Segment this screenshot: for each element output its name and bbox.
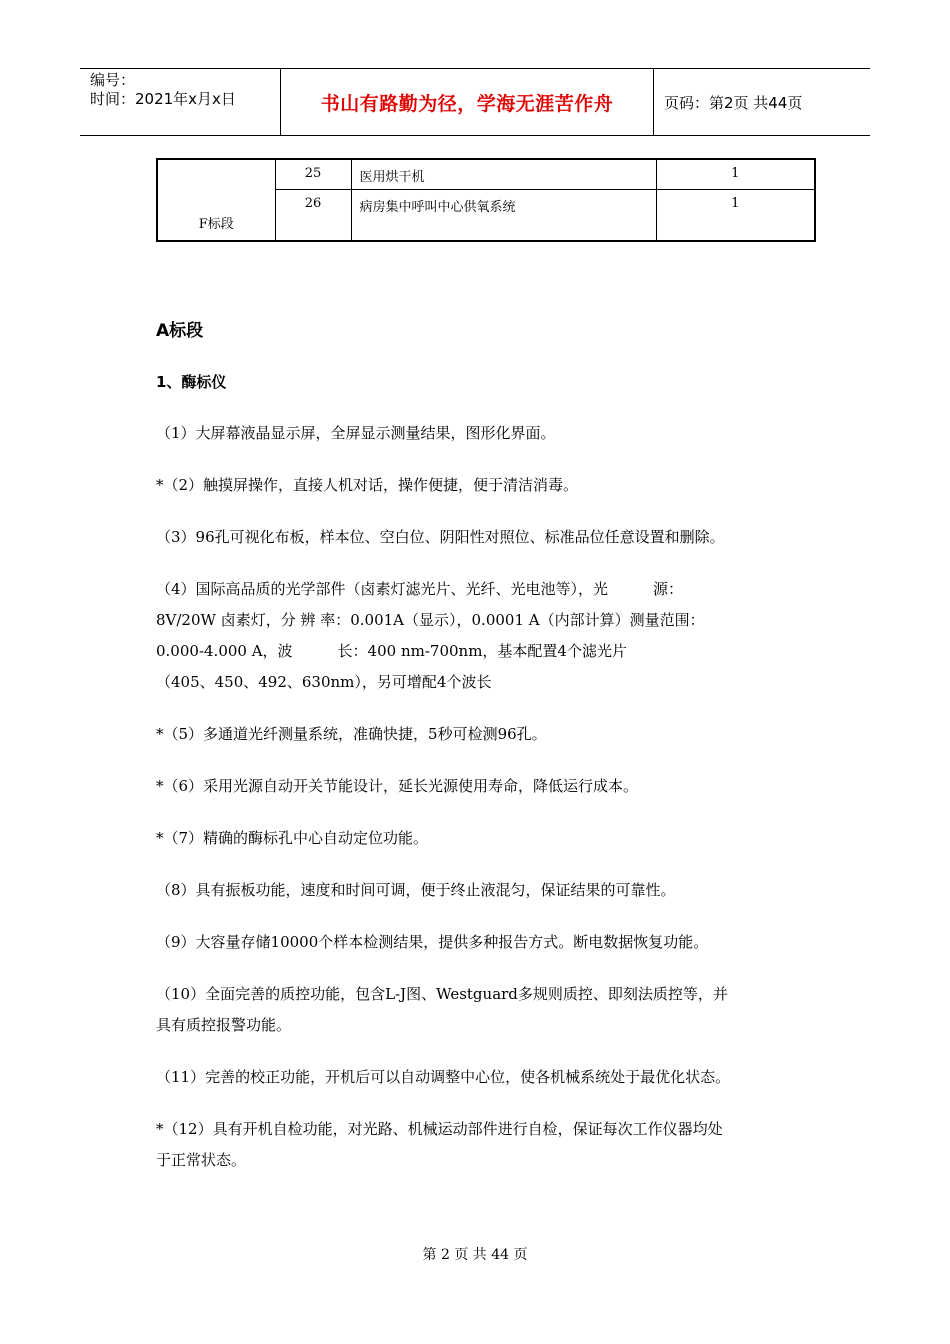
paragraph-line: *（12）具有开机自检功能，对光路、机械运动部件进行自检，保证每次工作仪器均处 [156, 1120, 723, 1138]
spec-paragraph [156, 1114, 806, 1176]
paragraph-line: *（2）触摸屏操作，直接人机对话，操作便捷，便于清洁消毒。 [156, 476, 579, 494]
paragraph-line: （405、450、492、630nm），另可增配4个波长 [156, 673, 492, 691]
spec-paragraph [156, 418, 806, 449]
time-label: 时间：2021年x月x日 [90, 90, 236, 108]
paragraph-line: *（6）采用光源自动开关节能设计，延长光源使用寿命，降低运行成本。 [156, 777, 639, 795]
table-row [157, 159, 815, 189]
row-name: 医用烘干机 [351, 159, 656, 189]
spec-paragraph [156, 875, 806, 906]
paragraph-line: （10）全面完善的质控功能，包含L-J图、Westguard多规则质控、即刻法质控等，并 [156, 985, 728, 1003]
spec-paragraph [156, 927, 806, 958]
paragraph-line: （8）具有振板功能，速度和时间可调，便于终止液混匀，保证结果的可靠性。 [156, 881, 676, 899]
paragraph-line: 具有质控报警功能。 [156, 1016, 292, 1034]
page-footer: 第 2 页 共 44 页 [422, 1247, 528, 1263]
paragraph-line: 0.000-4.000 A，波 长：400 nm-700nm，基本配置4个滤光片 [156, 642, 627, 660]
paragraph-line: *（5）多通道光纤测量系统，准确快捷，5秒可检测96孔。 [156, 725, 547, 743]
document-body [156, 316, 806, 1197]
paragraph-line: （11）完善的校正功能，开机后可以自动调整中心位，使各机械系统处于最优化状态。 [156, 1068, 731, 1086]
spec-paragraph [156, 522, 806, 553]
paragraph-line: （4）国际高品质的光学部件（卤素灯滤光片、光纤、光电池等），光 源： [156, 580, 684, 598]
row-name: 病房集中呼叫中心供氧系统 [351, 189, 656, 241]
serial-label: 编号： [90, 71, 136, 89]
row-quantity: 1 [656, 159, 815, 189]
equipment-table [156, 158, 816, 242]
header-motto: 书山有路勤为径，学海无涯苦作舟 [281, 69, 654, 135]
header-page-label: 页码：第2页 共44页 [664, 93, 803, 112]
section-title: A标段 [156, 321, 204, 341]
spec-paragraph [156, 574, 806, 698]
page-header [80, 68, 870, 136]
paragraph-line: 8V/20W 卤素灯，分 辨 率：0.001A（显示），0.0001 A（内部计算）测量范围： [156, 611, 705, 629]
paragraph-line: 于正常状态。 [156, 1151, 247, 1169]
item-title: 1、酶标仪 [156, 373, 227, 391]
paragraph-line: （1）大屏幕液晶显示屏，全屏显示测量结果，图形化界面。 [156, 424, 556, 442]
header-meta [80, 69, 281, 135]
paragraph-line: *（7）精确的酶标孔中心自动定位功能。 [156, 829, 429, 847]
spec-paragraph [156, 719, 806, 750]
segment-cell: F标段 [157, 159, 275, 241]
row-number: 26 [275, 189, 351, 241]
row-number: 25 [275, 159, 351, 189]
spec-paragraph [156, 1062, 806, 1093]
spec-paragraph [156, 979, 806, 1041]
paragraph-line: （3）96孔可视化布板，样本位、空白位、阴阳性对照位、标准品位任意设置和删除。 [156, 528, 725, 546]
row-quantity: 1 [656, 189, 815, 241]
paragraph-line: （9）大容量存储10000个样本检测结果，提供多种报告方式。断电数据恢复功能。 [156, 933, 709, 951]
spec-paragraph [156, 771, 806, 802]
spec-paragraph [156, 470, 806, 501]
spec-paragraph [156, 823, 806, 854]
